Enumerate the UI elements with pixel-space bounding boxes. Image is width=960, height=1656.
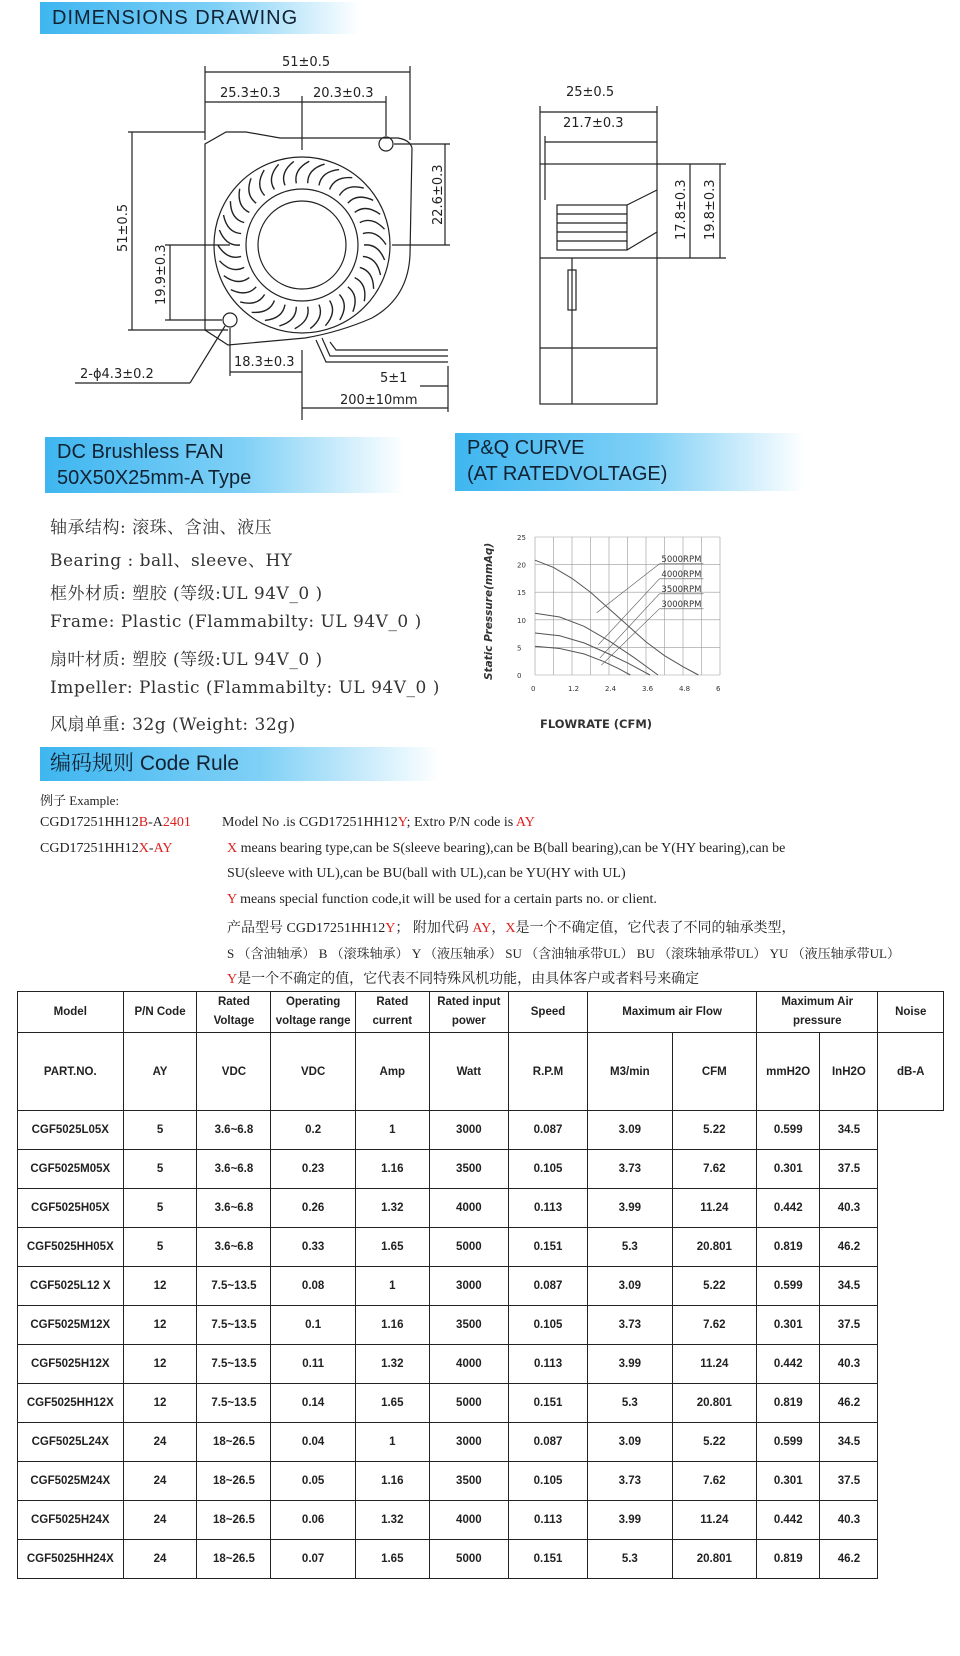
table-cell: 3500	[429, 1306, 508, 1345]
impeller-blade	[271, 164, 278, 189]
th-rated-current: Rated current	[355, 992, 429, 1033]
table-cell: 5	[123, 1150, 197, 1189]
table-row	[18, 1111, 944, 1150]
table-cell: 3.09	[588, 1267, 672, 1306]
table-cell: 0.087	[508, 1267, 587, 1306]
impeller-blade	[319, 170, 339, 186]
table-cell: 3.73	[588, 1150, 672, 1189]
y-tick-label: 10	[517, 616, 526, 625]
code-rule-title: 编码规则 Code Rule	[50, 752, 240, 775]
dim-right-v: 22.6±0.3	[431, 164, 446, 225]
part-number-cell: CGF5025H12X	[18, 1345, 124, 1384]
impeller-blade	[239, 189, 249, 213]
spec-weight: 风扇单重: 32g (Weight: 32g)	[50, 715, 296, 735]
table-cell: 0.819	[757, 1384, 820, 1423]
table-cell: 3000	[429, 1267, 508, 1306]
dim-side-width: 25±0.5	[566, 85, 615, 100]
dim-hole-dia: 2-ϕ4.3±0.2	[80, 367, 154, 382]
table-cell: 37.5	[820, 1462, 878, 1501]
table-cell: 20.801	[672, 1384, 756, 1423]
x-tick-label: 0	[531, 685, 536, 693]
impeller-blade	[355, 208, 381, 214]
table-cell: 0.301	[757, 1306, 820, 1345]
table-cell: 34.5	[820, 1111, 878, 1150]
table-cell: 0.301	[757, 1462, 820, 1501]
dim-left-half: 25.3±0.3	[220, 86, 281, 101]
pq-title-line1: P&Q CURVE	[467, 437, 585, 459]
table-cell: 0.26	[271, 1189, 355, 1228]
table-cell: 0.07	[271, 1540, 355, 1579]
table-row	[18, 1462, 944, 1501]
table-cell: 37.5	[820, 1150, 878, 1189]
table-cell: 40.3	[820, 1501, 878, 1540]
table-cell: 0.105	[508, 1462, 587, 1501]
table-cell: 0.819	[757, 1228, 820, 1267]
table-cell: 3.09	[588, 1111, 672, 1150]
th-rated-voltage: Rated Voltage	[197, 992, 271, 1033]
legend-label: 3000RPM	[661, 599, 702, 610]
part-number-cell: CGF5025H05X	[18, 1189, 124, 1228]
th-air-flow: Maximum air Flow	[588, 992, 757, 1033]
table-cell: 34.5	[820, 1267, 878, 1306]
table-cell: 7.62	[672, 1306, 756, 1345]
table-row	[18, 1501, 944, 1540]
table-cell: 11.24	[672, 1189, 756, 1228]
table-cell: 3.99	[588, 1345, 672, 1384]
part-number-cell: CGF5025M05X	[18, 1150, 124, 1189]
pq-banner	[455, 433, 805, 491]
pn-code-cell: AY	[123, 1033, 197, 1111]
table-cell: 34.5	[820, 1423, 878, 1462]
part-number-cell: CGF5025M24X	[18, 1462, 124, 1501]
part-number-cell: CGF5025H24X	[18, 1501, 124, 1540]
table-cell: 0.442	[757, 1189, 820, 1228]
table-cell: 46.2	[820, 1228, 878, 1267]
table-cell: 0.151	[508, 1228, 587, 1267]
table-cell: 0.301	[757, 1150, 820, 1189]
table-cell: 24	[123, 1540, 197, 1579]
spec-impeller-cn: 扇叶材质: 塑胶 (等级:UL 94V_0 )	[50, 650, 323, 670]
legend-leader	[598, 579, 659, 645]
pq-title-line2: (AT RATEDVOLTAGE)	[467, 463, 668, 485]
chart-ylabel: Static Pressure(mmAq)	[483, 542, 495, 680]
sub-rpm: R.P.M	[508, 1033, 587, 1111]
spec-table	[17, 991, 944, 1579]
table-cell: 5.3	[588, 1228, 672, 1267]
impeller-blade	[260, 170, 265, 196]
table-cell: 40.3	[820, 1189, 878, 1228]
y-meaning-line: Y means special function code,it will be used for a certain parts no. or client.	[227, 892, 657, 907]
example-code-1: CGD17251HH12B-A2401	[40, 815, 191, 830]
spec-bearing-cn: 轴承结构: 滚珠、含油、液压	[50, 518, 273, 538]
wire-bundle	[316, 338, 448, 362]
table-cell: 3000	[429, 1111, 508, 1150]
table-cell: 12	[123, 1306, 197, 1345]
th-air-pressure: Maximum Air pressure	[757, 992, 878, 1033]
table-cell: 3.99	[588, 1189, 672, 1228]
table-cell: 5	[123, 1111, 197, 1150]
code-rule-banner	[40, 747, 440, 781]
table-row	[18, 1384, 944, 1423]
table-cell: 5000	[429, 1540, 508, 1579]
table-cell: 3.6~6.8	[197, 1150, 271, 1189]
chart-xlabel: FLOWRATE (CFM)	[540, 717, 653, 731]
sub-m3min: M3/min	[588, 1033, 672, 1111]
table-cell: 46.2	[820, 1384, 878, 1423]
table-cell: 0.14	[271, 1384, 355, 1423]
table-cell: 0.599	[757, 1267, 820, 1306]
table-cell: 3.6~6.8	[197, 1228, 271, 1267]
table-cell: 0.33	[271, 1228, 355, 1267]
table-cell: 7.5~13.5	[197, 1345, 271, 1384]
table-cell: 0.1	[271, 1306, 355, 1345]
table-cell: 12	[123, 1267, 197, 1306]
table-cell: 0.151	[508, 1384, 587, 1423]
table-cell: 1.16	[355, 1150, 429, 1189]
impeller-blade	[348, 287, 355, 312]
series-line	[535, 633, 650, 675]
table-cell: 3.99	[588, 1501, 672, 1540]
table-cell: 0.819	[757, 1540, 820, 1579]
legend-leader	[601, 609, 659, 665]
table-cell: 7.5~13.5	[197, 1306, 271, 1345]
spec-bearing-en: Bearing : ball、sleeve、HY	[50, 551, 293, 571]
table-cell: 1.16	[355, 1462, 429, 1501]
impeller-blade	[360, 267, 374, 289]
fan-hub-inner	[258, 201, 346, 289]
dimensions-drawing	[0, 40, 960, 480]
table-cell: 24	[123, 1501, 197, 1540]
table-cell: 0.113	[508, 1345, 587, 1384]
table-cell: 4000	[429, 1189, 508, 1228]
sub-part-no: PART.NO.	[18, 1033, 124, 1111]
table-cell: 0.08	[271, 1267, 355, 1306]
table-cell: 1	[355, 1423, 429, 1462]
table-cell: 0.087	[508, 1423, 587, 1462]
dim-outlet-a: 17.8±0.3	[674, 179, 689, 240]
sub-amp: Amp	[355, 1033, 429, 1111]
table-cell: 0.105	[508, 1150, 587, 1189]
y-tick-label: 15	[517, 589, 526, 598]
table-cell: 18~26.5	[197, 1540, 271, 1579]
impeller-blade	[265, 305, 285, 321]
table-cell: 0.599	[757, 1423, 820, 1462]
x-meaning-line1: X means bearing type,can be S(sleeve bearing),can be B(ball bearing),can be Y(HY bearing),can be	[227, 841, 786, 856]
impeller-blade	[224, 215, 242, 234]
impeller-blade	[308, 164, 325, 183]
part-number-cell: CGF5025M12X	[18, 1306, 124, 1345]
table-cell: 40.3	[820, 1345, 878, 1384]
side-view-body	[540, 164, 657, 404]
dimensions-banner	[40, 2, 360, 34]
dim-right-half: 20.3±0.3	[313, 86, 374, 101]
table-row	[18, 1150, 944, 1189]
dimensions-title: DIMENSIONS DRAWING	[52, 7, 299, 29]
example-label: 例子 Example:	[40, 793, 120, 808]
part-number-cell: CGF5025HH12X	[18, 1384, 124, 1423]
dim-outlet-b: 19.8±0.3	[703, 179, 718, 240]
sub-cfm: CFM	[672, 1033, 756, 1111]
table-row	[18, 1345, 944, 1384]
table-cell: 5000	[429, 1384, 508, 1423]
table-cell: 3.09	[588, 1423, 672, 1462]
table-cell: 3000	[429, 1423, 508, 1462]
table-cell: 1	[355, 1267, 429, 1306]
impeller-blade	[325, 301, 332, 326]
table-cell: 1.65	[355, 1540, 429, 1579]
legend-label: 3500RPM	[661, 584, 702, 595]
table-cell: 1.16	[355, 1306, 429, 1345]
table-cell: 1.32	[355, 1501, 429, 1540]
sub-inh2o: InH2O	[820, 1033, 878, 1111]
legend-leader	[597, 564, 660, 613]
table-row	[18, 1189, 944, 1228]
table-cell: 5.3	[588, 1540, 672, 1579]
table-cell: 0.442	[757, 1345, 820, 1384]
impeller-blade	[363, 233, 386, 245]
fan-hub	[246, 189, 358, 301]
table-cell: 0.05	[271, 1462, 355, 1501]
th-noise: Noise	[878, 992, 944, 1033]
table-row	[18, 1267, 944, 1306]
part-number-cell: CGF5025L24X	[18, 1423, 124, 1462]
part-number-cell: CGF5025L12 X	[18, 1267, 124, 1306]
table-cell: 0.23	[271, 1150, 355, 1189]
table-row	[18, 1423, 944, 1462]
x-meaning-line2: SU(sleeve with UL),can be BU(ball with UL),can be YU(HY with UL)	[227, 866, 626, 881]
part-number-cell: CGF5025HH24X	[18, 1540, 124, 1579]
table-row	[18, 1540, 944, 1579]
y-tick-label: 20	[517, 561, 526, 570]
table-cell: 5.22	[672, 1111, 756, 1150]
table-cell: 1.65	[355, 1228, 429, 1267]
table-cell: 18~26.5	[197, 1462, 271, 1501]
table-cell: 0.113	[508, 1501, 587, 1540]
table-cell: 5	[123, 1228, 197, 1267]
table-cell: 0.06	[271, 1501, 355, 1540]
dim-wire-len: 200±10mm	[340, 393, 418, 408]
table-cell: 0.151	[508, 1540, 587, 1579]
impeller-blade	[249, 178, 256, 203]
table-cell: 7.62	[672, 1462, 756, 1501]
fan-impeller-outer	[214, 157, 390, 333]
impeller-blade	[348, 197, 373, 203]
example-code-2: CGD17251HH12X-AY	[40, 841, 173, 856]
y-tick-label: 25	[517, 534, 526, 542]
table-cell: 5.22	[672, 1423, 756, 1462]
dim-bottom-h: 18.3±0.3	[234, 355, 295, 370]
x-tick-label: 4.8	[679, 685, 691, 693]
impeller-blade	[339, 295, 344, 321]
table-header-row	[18, 992, 944, 1033]
impeller-blade	[230, 201, 244, 223]
part-number-cell: CGF5025HH05X	[18, 1228, 124, 1267]
mount-hole-bottom	[223, 313, 237, 327]
impeller-blade	[224, 276, 250, 282]
table-cell: 5000	[429, 1228, 508, 1267]
sub-vdc-range: VDC	[271, 1033, 355, 1111]
impeller-blade	[360, 220, 385, 229]
part-number-cell: CGF5025L05X	[18, 1111, 124, 1150]
table-cell: 0.2	[271, 1111, 355, 1150]
impeller-blade	[279, 307, 296, 326]
impeller-blade	[240, 295, 264, 304]
product-banner	[45, 437, 405, 493]
table-cell: 5	[123, 1189, 197, 1228]
table-cell: 12	[123, 1384, 197, 1423]
table-cell: 0.04	[271, 1423, 355, 1462]
spec-impeller-en: Impeller: Plastic (Flammabilty: UL 94V_0 )	[50, 678, 440, 698]
x-tick-label: 1.2	[568, 685, 580, 693]
product-title-line2: 50X50X25mm-A Type	[57, 467, 252, 489]
table-cell: 37.5	[820, 1306, 878, 1345]
model-no-line: Model No .is CGD17251HH12Y; Extro P/N code is AY	[222, 815, 535, 830]
table-cell: 20.801	[672, 1540, 756, 1579]
cn-rule-line1: 产品型号 CGD17251HH12Y； 附加代码 AY，X是一个不确定值，它代表了不同的轴承类型，	[227, 921, 796, 936]
table-cell: 3500	[429, 1462, 508, 1501]
table-cell: 5.3	[588, 1384, 672, 1423]
impeller-blade	[339, 187, 363, 196]
table-cell: 3500	[429, 1150, 508, 1189]
table-cell: 7.5~13.5	[197, 1384, 271, 1423]
y-tick-label: 0	[517, 672, 522, 680]
sub-dba: dB-A	[878, 1033, 944, 1111]
legend-label: 5000RPM	[661, 554, 702, 565]
table-row	[18, 1228, 944, 1267]
table-cell: 0.599	[757, 1111, 820, 1150]
table-cell: 11.24	[672, 1501, 756, 1540]
th-operating-range: Operating voltage range	[271, 992, 355, 1033]
impeller-blade	[218, 245, 241, 257]
x-tick-label: 6	[716, 685, 721, 693]
table-cell: 20.801	[672, 1228, 756, 1267]
spec-frame-cn: 框外材质: 塑胶 (等级:UL 94V_0 )	[50, 584, 323, 604]
impeller-blade	[284, 161, 294, 185]
impeller-blade	[363, 256, 381, 275]
dim-top-width: 51±0.5	[282, 55, 331, 70]
th-pn-code: P/N Code	[123, 992, 197, 1033]
product-title-line1: DC Brushless FAN	[57, 441, 224, 463]
sub-watt: Watt	[429, 1033, 508, 1111]
y-tick-label: 5	[517, 644, 522, 653]
impeller-blade	[310, 305, 320, 329]
table-cell: 18~26.5	[197, 1501, 271, 1540]
x-tick-label: 3.6	[642, 685, 654, 693]
table-cell: 0.105	[508, 1306, 587, 1345]
table-cell: 0.442	[757, 1501, 820, 1540]
table-cell: 0.087	[508, 1111, 587, 1150]
table-row	[18, 1306, 944, 1345]
cn-rule-line3: Y是一个不确定的值，它代表不同特殊风机功能，由具体客户或者料号来确定	[227, 972, 700, 987]
table-cell: 3.6~6.8	[197, 1189, 271, 1228]
table-cell: 1.65	[355, 1384, 429, 1423]
x-tick-label: 2.4	[605, 685, 617, 693]
table-cell: 3.73	[588, 1306, 672, 1345]
table-cell: 46.2	[820, 1540, 878, 1579]
table-cell: 7.62	[672, 1150, 756, 1189]
impeller-blade	[355, 278, 365, 302]
legend-label: 4000RPM	[661, 569, 702, 580]
table-cell: 0.113	[508, 1189, 587, 1228]
sub-mmh2o: mmH2O	[757, 1033, 820, 1111]
dim-side-inner: 21.7±0.3	[563, 116, 624, 131]
dim-hole-v: 19.9±0.3	[154, 244, 169, 305]
impeller-blade	[231, 287, 256, 293]
cn-rule-line2: S （含油轴承） B （滚珠轴承） Y （液压轴承） SU （含油轴承带UL） BU （滚珠轴承带UL） YU （液压轴承带UL）	[227, 946, 900, 961]
pq-chart	[475, 515, 775, 745]
spec-frame-en: Frame: Plastic (Flammabilty: UL 94V_0 )	[50, 612, 422, 632]
impeller-blade	[220, 261, 245, 270]
sub-vdc: VDC	[197, 1033, 271, 1111]
table-cell: 1.32	[355, 1189, 429, 1228]
table-cell: 3.6~6.8	[197, 1111, 271, 1150]
table-cell: 24	[123, 1462, 197, 1501]
dim-wire-strip: 5±1	[380, 371, 408, 386]
table-cell: 1.32	[355, 1345, 429, 1384]
th-rated-power: Rated input power	[429, 992, 508, 1033]
table-subheader-row	[18, 1033, 944, 1111]
table-cell: 12	[123, 1345, 197, 1384]
table-cell: 5.22	[672, 1267, 756, 1306]
table-cell: 24	[123, 1423, 197, 1462]
dim-height: 51±0.5	[116, 203, 131, 252]
mount-hole-top	[379, 137, 393, 151]
table-cell: 11.24	[672, 1345, 756, 1384]
table-cell: 4000	[429, 1501, 508, 1540]
table-cell: 4000	[429, 1345, 508, 1384]
th-speed: Speed	[508, 992, 587, 1033]
table-cell: 0.11	[271, 1345, 355, 1384]
th-model: Model	[18, 992, 124, 1033]
table-cell: 3.73	[588, 1462, 672, 1501]
table-cell: 18~26.5	[197, 1423, 271, 1462]
table-cell: 7.5~13.5	[197, 1267, 271, 1306]
table-cell: 1	[355, 1111, 429, 1150]
